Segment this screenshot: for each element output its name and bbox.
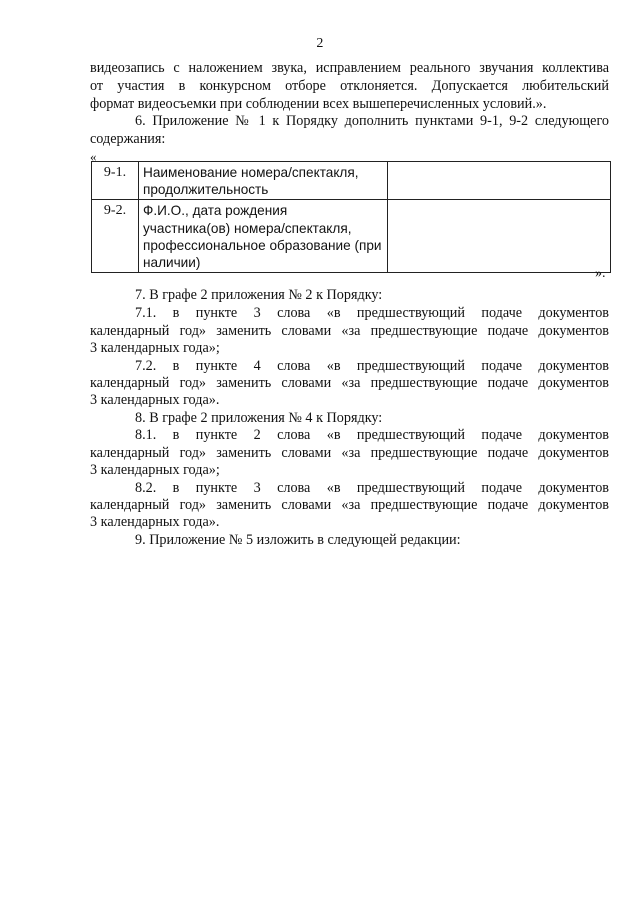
page-number: 2 (316, 36, 324, 51)
paragraph-8-2-line-3: 3 календарных года». (90, 514, 220, 530)
row-number: 9-2. (92, 200, 139, 273)
inserted-items-table (91, 161, 611, 273)
paragraph-7-1-line-3: 3 календарных года»; (90, 340, 220, 356)
paragraph-8: 8. В графе 2 приложения № 4 к Порядку: (135, 410, 383, 426)
intro-line-1: видеозапись с наложением звука, исправлением реального звучания коллектива (90, 60, 609, 76)
closing-quote-mark: ». (595, 266, 606, 281)
row-label-line: Наименование номера/спектакля, (143, 165, 359, 180)
row-label (139, 162, 388, 200)
paragraph-8-2-line-1: 8.2. в пункте 3 слова «в предшествующий подаче документов (135, 480, 609, 496)
paragraph-6-line-1: 6. Приложение № 1 к Порядку дополнить пунктами 9-1, 9-2 следующего (135, 113, 609, 129)
intro-line-2: от участия в конкурсном отборе отклоняется. Допускается любительский (90, 78, 609, 94)
paragraph-8-1-line-2: календарный год» заменить словами «за предшествующие подаче документов (90, 445, 609, 461)
table-row (92, 162, 611, 200)
paragraph-7-1-line-2: календарный год» заменить словами «за предшествующие подаче документов (90, 323, 609, 339)
paragraph-7: 7. В графе 2 приложения № 2 к Порядку: (135, 287, 383, 303)
paragraph-9: 9. Приложение № 5 изложить в следующей редакции: (135, 532, 461, 548)
row-label-line: профессиональное образование (при (143, 237, 382, 253)
paragraph-7-2-line-3: 3 календарных года». (90, 392, 220, 408)
paragraph-8-1-line-3: 3 календарных года»; (90, 462, 220, 478)
opening-quote-mark: « (90, 149, 97, 164)
table-row (92, 200, 611, 273)
row-number: 9-1. (92, 162, 139, 200)
intro-line-3: формат видеосъемки при соблюдении всех вышеперечисленных условий.». (90, 96, 547, 112)
row-label-line: продолжительность (143, 182, 269, 198)
row-value-cell (388, 162, 611, 200)
paragraph-7-2-line-2: календарный год» заменить словами «за предшествующие подаче документов (90, 375, 609, 391)
paragraph-7-2-line-1: 7.2. в пункте 4 слова «в предшествующий подаче документов (135, 358, 609, 374)
paragraph-7-1-line-1: 7.1. в пункте 3 слова «в предшествующий подаче документов (135, 305, 609, 321)
paragraph-6-line-2: содержания: (90, 131, 166, 147)
row-label-line: Ф.И.О., дата рождения (143, 203, 288, 219)
row-label-line: участника(ов) номера/спектакля, (143, 220, 352, 236)
row-label-line: наличии) (143, 255, 201, 271)
paragraph-8-1-line-1: 8.1. в пункте 2 слова «в предшествующий подаче документов (135, 427, 609, 443)
row-label (139, 200, 388, 273)
paragraph-8-2-line-2: календарный год» заменить словами «за предшествующие подаче документов (90, 497, 609, 513)
row-value-cell (388, 200, 611, 273)
